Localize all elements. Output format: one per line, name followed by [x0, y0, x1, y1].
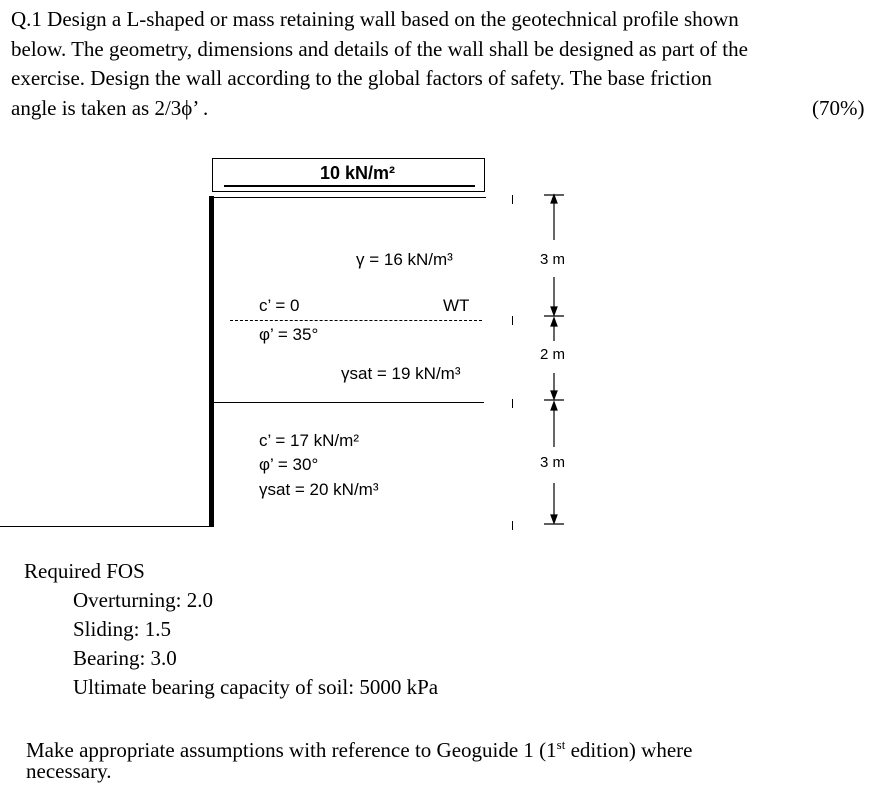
level-tick [512, 399, 513, 408]
note-superscript: st [556, 737, 566, 752]
layer3-friction-angle: φ’ = 30° [259, 455, 319, 474]
note-line-2: necessary. [26, 759, 112, 783]
water-table-label: WT [443, 296, 470, 315]
layer1-friction-angle: φ’ = 35° [259, 325, 319, 344]
requirement-bearing: Bearing: 3.0 [73, 646, 177, 670]
dimension-layer1: 3 m [540, 251, 566, 268]
layer1-unit-weight: γ = 16 kN/m³ [356, 250, 453, 269]
layer1-cohesion: c’ = 0 [259, 296, 300, 315]
requirement-sliding: Sliding: 1.5 [73, 617, 172, 641]
surcharge-label: 10 kN/m² [320, 163, 396, 183]
requirements-title: Required FOS [24, 559, 145, 583]
water-table-line [230, 320, 482, 321]
base-ground-line [0, 526, 211, 527]
ground-surface-line [214, 197, 486, 198]
layer3-cohesion: c’ = 17 kN/m² [259, 431, 359, 450]
surcharge-underline [224, 185, 475, 187]
question-line-4: angle is taken as 2/3ϕ’ . [11, 96, 209, 120]
level-tick [512, 195, 513, 204]
requirement-ultimate-capacity: Ultimate bearing capacity of soil: 5000 kPa [73, 675, 439, 699]
question-line-1: Q.1 Design a L-shaped or mass retaining wall based on the geotechnical profile shown [11, 7, 739, 31]
note-text-end: edition) where [565, 738, 693, 762]
level-tick [512, 316, 513, 325]
layer-boundary-line [214, 402, 484, 403]
dimension-layer3: 3 m [540, 454, 566, 471]
question-line-2: below. The geometry, dimensions and details of the wall shall be designed as part of the [11, 37, 748, 61]
question-line-3: exercise. Design the wall according to the global factors of safety. The base friction [11, 66, 712, 90]
note-text: Make appropriate assumptions with reference to Geoguide 1 (1 [26, 738, 557, 762]
retaining-wall [209, 196, 214, 527]
dimension-layer2: 2 m [540, 346, 566, 363]
level-tick [512, 521, 513, 530]
question-marks: (70%) [812, 96, 865, 120]
layer3-sat-unit-weight: γsat = 20 kN/m³ [259, 480, 379, 499]
note-line-1 [26, 730, 692, 765]
layer2-sat-unit-weight: γsat = 19 kN/m³ [341, 364, 461, 383]
requirement-overturning: Overturning: 2.0 [73, 588, 213, 612]
